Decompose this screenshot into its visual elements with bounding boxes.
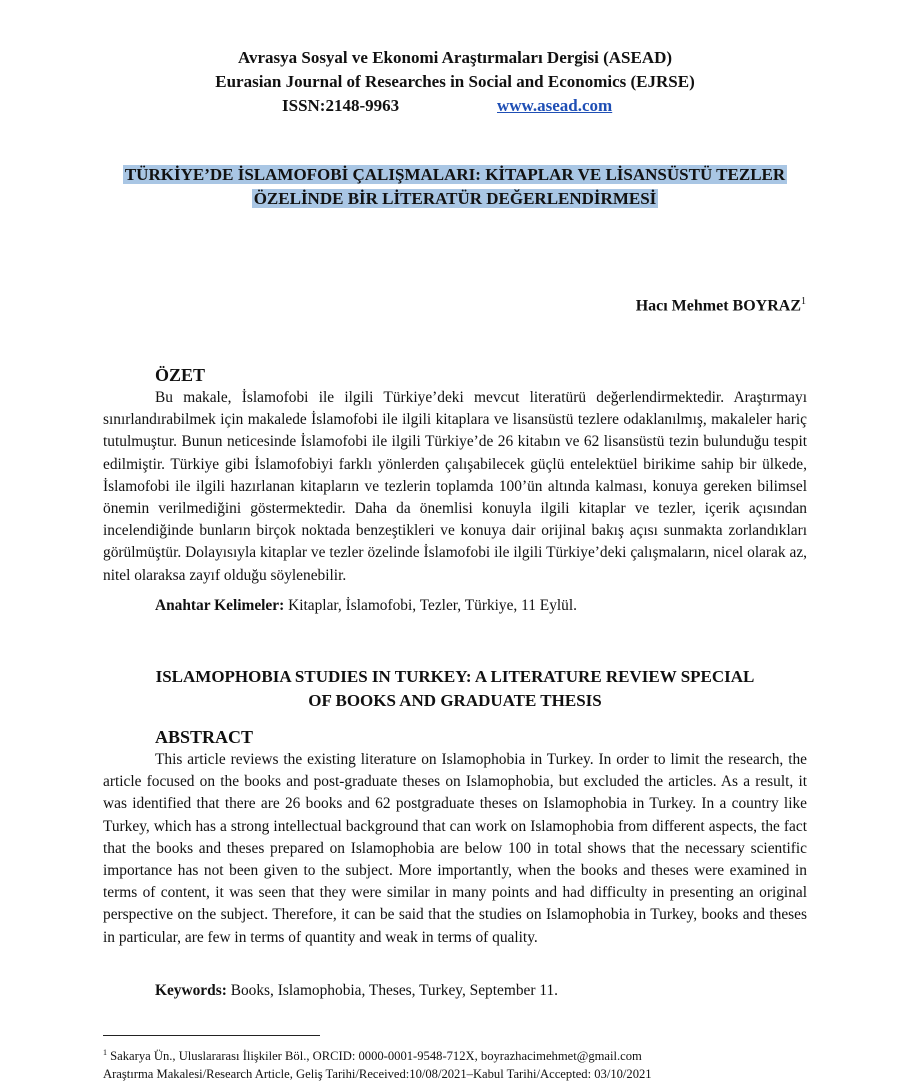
author-name: Hacı Mehmet BOYRAZ (635, 297, 801, 315)
abstract-keywords (155, 982, 558, 1000)
journal-website-link[interactable]: www.asead.com (497, 96, 613, 115)
journal-title-tr: Avrasya Sosyal ve Ekonomi Araştırmaları Dergisi (ASEAD) (237, 48, 673, 67)
article-title-tr (0, 163, 910, 211)
ozet-keywords (155, 597, 577, 615)
abstract-keywords-label: Keywords: (155, 982, 227, 999)
footnote-mark: 1 (103, 1048, 107, 1057)
article-title-en (0, 665, 910, 713)
title-en-line-1: ISLAMOPHOBIA STUDIES IN TURKEY: A LITERATURE REVIEW SPECIAL (155, 667, 755, 686)
abstract-body: This article reviews the existing literature on Islamophobia in Turkey. In order to limit the research, the article focused on the books and post-graduate theses on Islamophobia, but excluded the articles. As a result, it was identified that there are 26 books and 62 postgraduate theses on Islamophobia in Turkey. In a country like Turkey, which has a strong intellectual background that can work on Islamophobia from different aspects, the fact that the books and theses prepared on Islamophobia are below 100 in total shows that the necessary scientific importance has not been given to the subject. More importantly, when the books and theses were examined in terms of content, it was seen that they were similar in many points and had difficulty in presenting an original perspective on the subject. Therefore, it can be said that the studies on Islamophobia in Turkey, books and theses in particular, are few in terms of quantity and weak in terms of quality. (103, 751, 807, 946)
journal-header (0, 46, 910, 118)
title-tr-line-1: TÜRKİYE’DE İSLAMOFOBİ ÇALIŞMALARI: KİTAPLAR VE LİSANSÜSTÜ TEZLER (124, 165, 786, 184)
title-en-line-2: OF BOOKS AND GRADUATE THESIS (308, 691, 602, 710)
ozet-keywords-label: Anahtar Kelimeler: (155, 597, 285, 614)
author (636, 296, 806, 315)
footnote (103, 1044, 823, 1083)
journal-title-en: Eurasian Journal of Researches in Social and Economics (EJRSE) (215, 72, 695, 91)
ozet-body: Bu makale, İslamofobi ile ilgili Türkiye’deki mevcut literatürü değerlendirmektedir. Araştırmayı sınırlandırabilmek için makalede İslamofobi ile ilgili kitaplara ve lisansüstü tezlere odaklanılmış, makaleler hariç tutulmuştur. Bunun neticesinde İslamofobi ile ilgili Türkiye’de 26 kitabın ve 62 lisansüstü tezin bulunduğu tespit edilmiştir. Türkiye gibi İslamofobiyi farklı yönlerden çalışabilecek güçlü entelektüel birikime sahip bir ülkede, İslamofobi ile ilgili hazırlanan kitapların ve tezlerin toplamda 100’ün altında kalması, konuya gereken bilimsel önemin verilmediğini göstermektedir. Daha da önemlisi konuyla ilgili kitaplar ve tezler, içerik açısından incelendiğinde bunların birçok noktada benzeştikleri ve konuya dair orijinal bakış açısı sunmakta zorlandıkları görülmüştür. Dolayısıyla kitaplar ve tezler özelinde İslamofobi ile ilgili Türkiye’deki çalışmaların, nicel olarak az, nitel olaraksa zayıf olduğu söylenebilir. (103, 389, 807, 584)
title-tr-line-2: ÖZELİNDE BİR LİTERATÜR DEĞERLENDİRMESİ (253, 189, 657, 208)
footnote-line-1: Sakarya Ün., Uluslararası İlişkiler Böl., ORCID: 0000-0001-9548-712X, boyrazhacimehmet@gmail.com (110, 1049, 642, 1064)
author-footnote-mark: 1 (801, 296, 806, 307)
footnote-divider (103, 1035, 320, 1036)
abstract-heading: ABSTRACT (155, 727, 254, 747)
abstract-keywords-value: Books, Islamophobia, Theses, Turkey, September 11. (230, 982, 558, 999)
footnote-line-2: Araştırma Makalesi/Research Article, Geliş Tarihi/Received:10/08/2021–Kabul Tarihi/Accepted: 03/10/2021 (103, 1067, 652, 1082)
ozet-keywords-value: Kitaplar, İslamofobi, Tezler, Türkiye, 11 Eylül. (288, 597, 577, 614)
issn: ISSN:2148-9963 (282, 96, 400, 115)
ozet-heading: ÖZET (155, 365, 206, 385)
